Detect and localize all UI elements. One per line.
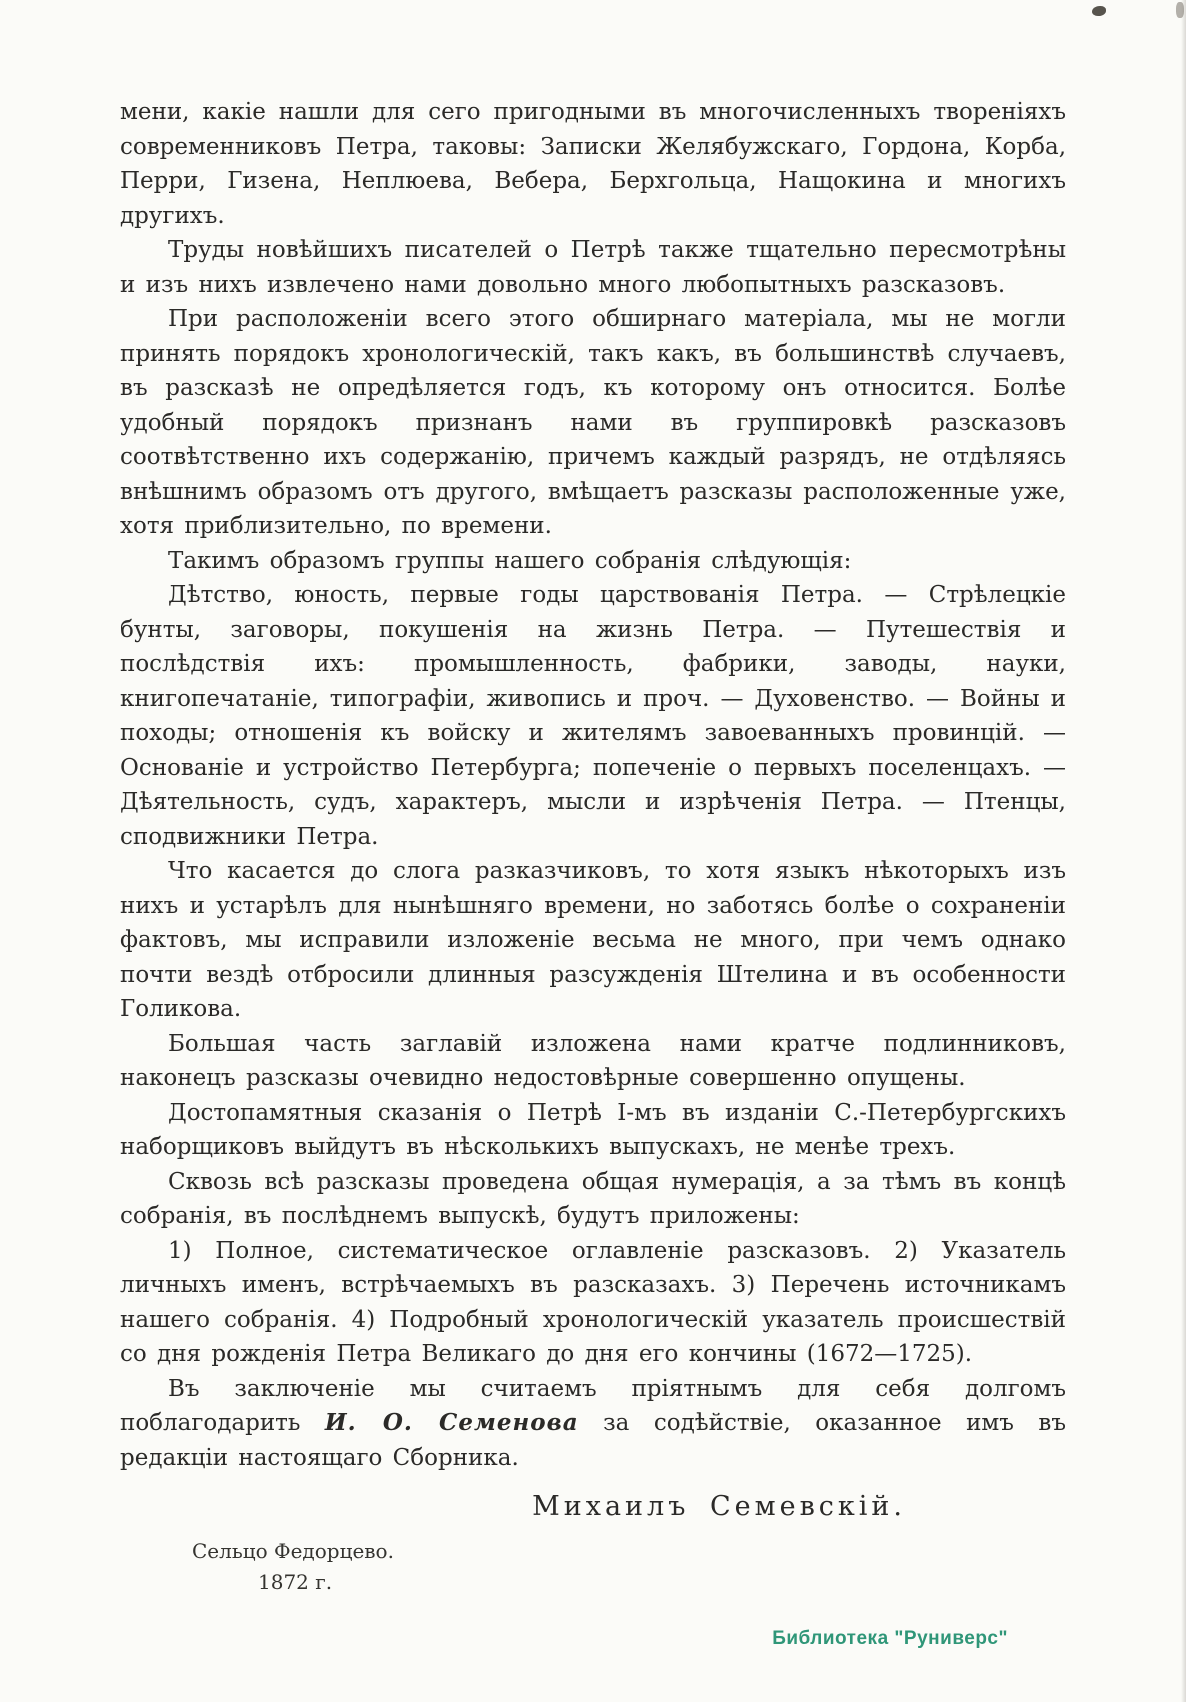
scan-edge-shadow <box>1181 0 1186 1702</box>
paragraph: Такимъ образомъ группы нашего собранія слѣдующія: <box>168 547 852 574</box>
colophon <box>120 1536 1066 1598</box>
author-signature: Михаилъ Семевскій. <box>532 1491 906 1522</box>
paragraph-continuation: мени, какіе нашли для сего пригодными въ многочисленныхъ твореніяхъ современниковъ Петра, таковы: Записки Желябужскаго, Гордона, Корба, Перри, Гизена, Неплюева, Вебера, Берхгольца, Нащокина и многихъ другихъ. <box>120 99 1066 229</box>
colophon-place: Сельцо Федорцево. <box>192 1539 394 1563</box>
colophon-year: 1872 г. <box>258 1570 333 1594</box>
text-block <box>120 95 1066 1475</box>
paragraph: 1) Полное, систематическое оглавленіе разсказовъ. 2) Указатель личныхъ именъ, встрѣчаемыхъ въ разсказахъ. 3) Перечень источникамъ нашего собранія. 4) Подробный хронологическій указатель происшествій со дня рожденія Петра Великаго до дня его кончины (1672—1725). <box>120 1237 1066 1367</box>
paragraph: При расположеніи всего этого обширнаго матеріала, мы не могли принять порядокъ хронологическій, такъ какъ, въ большинствѣ случаевъ, въ разсказѣ не опредѣляется годъ, къ которому онъ относится. Болѣе удобный порядокъ признанъ нами въ группировкѣ разсказовъ соотвѣтственно ихъ содержанію, причемъ каждый разрядъ, не отдѣляясь внѣшнимъ образомъ отъ другого, вмѣщаетъ разсказы расположенные уже, хотя приблизительно, по времени. <box>120 306 1066 539</box>
paragraph: Что касается до слога разказчиковъ, то хотя языкъ нѣкоторыхъ изъ нихъ и устарѣлъ для нынѣшняго времени, но заботясь болѣе о сохраненіи фактовъ, мы исправили изложеніе весьма не много, при чемъ однако почти вездѣ отбросили длинныя разсужденія Штелина и въ особенности Голикова. <box>120 858 1066 1022</box>
paragraph: Труды новѣйшихъ писателей о Петрѣ также тщательно пересмотрѣны и изъ нихъ извлечено нами довольно много любопытныхъ разсказовъ. <box>120 237 1066 298</box>
paragraph: Дѣтство, юность, первые годы царствованія Петра. — Стрѣлецкіе бунты, заговоры, покушенія на жизнь Петра. — Путешествія и послѣдствія ихъ: промышленность, фабрики, заводы, науки, книгопечатаніе, типографіи, живопись и проч. — Духовенство. — Войны и походы; отношенія къ войску и жителямъ завоеванныхъ провинцій. — Основаніе и устройство Петербурга; попеченіе о первыхъ поселенцахъ. — Дѣятельность, судъ, характеръ, мысли и изрѣченія Петра. — Птенцы, сподвижники Петра. <box>120 582 1066 850</box>
paragraph: Достопамятныя сказанія о Петрѣ I-мъ въ изданіи С.-Петербургскихъ наборщиковъ выйдутъ въ нѣсколькихъ выпускахъ, не менѣе трехъ. <box>120 1099 1066 1160</box>
paragraph: Большая часть заглавій изложена нами кратче подлинниковъ, наконецъ разсказы очевидно недостовѣрные совершенно опущены. <box>120 1030 1066 1091</box>
acknowledgment-pre: Въ заключеніе мы считаемъ пріятнымъ для себя долгомъ поблагодарить <box>120 1375 1066 1436</box>
paragraph-acknowledgment <box>120 1372 1066 1476</box>
acknowledgment-post: за содѣйствіе, оказанное имъ въ редакціи настоящаго Сборника. <box>120 1410 1066 1471</box>
paragraph: Сквозь всѣ разсказы проведена общая нумерація, а за тѣмъ въ концѣ собранія, въ послѣднемъ выпускѣ, будутъ приложены: <box>120 1168 1066 1229</box>
library-watermark: Библиотека "Руниверс" <box>772 1628 1008 1649</box>
acknowledged-person-name: И. О. Семенова <box>324 1409 579 1436</box>
